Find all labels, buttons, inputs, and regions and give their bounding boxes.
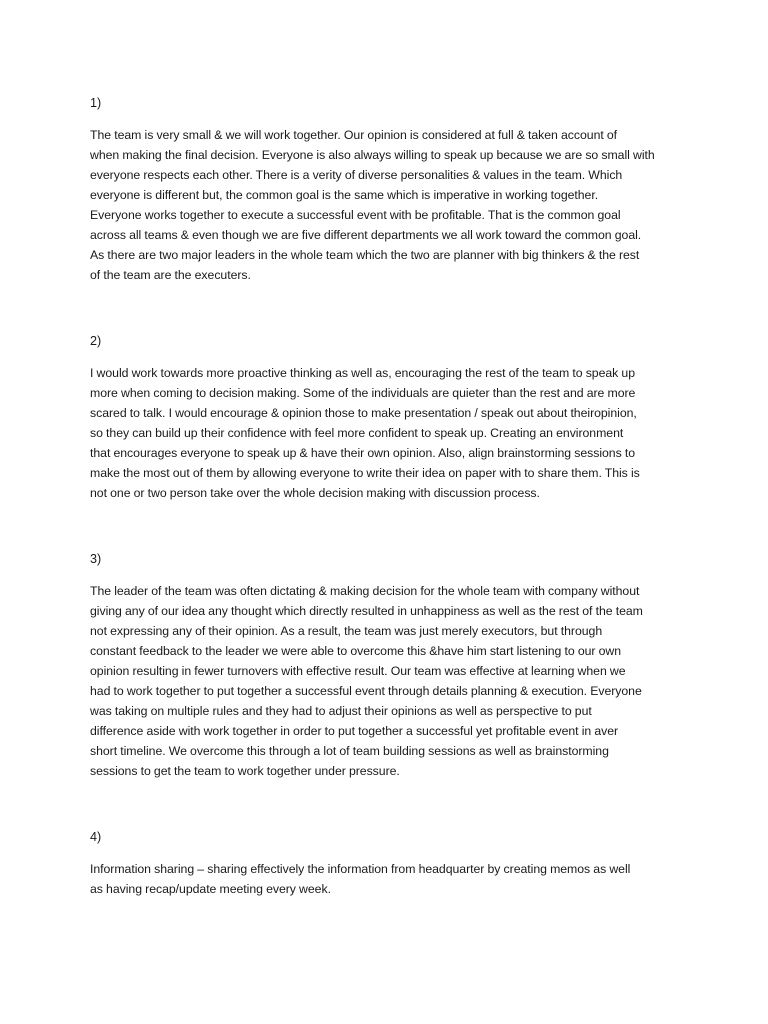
paragraph-line: when making the final decision. Everyone is also always willing to speak up because we are so small with — [90, 148, 655, 162]
paragraph-line: The leader of the team was often dictating & making decision for the whole team with company without — [90, 584, 640, 598]
section-number: 2) — [90, 334, 102, 348]
paragraph-line: Information sharing – sharing effectively the information from headquarter by creating memos as well — [90, 862, 631, 876]
paragraph-line: so they can build up their confidence with feel more confident to speak up. Creating an environment — [90, 426, 624, 440]
paragraph-line: short timeline. We overcome this through a lot of team building sessions as well as brainstorming — [90, 744, 609, 758]
section-paragraph — [90, 363, 682, 503]
paragraph-line: everyone respects each other. There is a verity of diverse personalities & values in the team. Which — [90, 168, 623, 182]
paragraph-line: Everyone works together to execute a successful event with be profitable. That is the common goal — [90, 208, 621, 222]
paragraph-line: had to work together to put together a successful event through details planning & execution. Everyone — [90, 684, 642, 698]
paragraph-line: giving any of our idea any thought which directly resulted in unhappiness as well as the rest of the team — [90, 604, 643, 618]
paragraph-line: everyone is different but, the common goal is the same which is imperative in working together. — [90, 188, 599, 202]
paragraph-line: as having recap/update meeting every week. — [90, 882, 331, 896]
paragraph-line: that encourages everyone to speak up & have their own opinion. Also, align brainstorming sessions to — [90, 446, 636, 460]
answer-section-1 — [90, 93, 682, 285]
paragraph-line: of the team are the executers. — [90, 268, 251, 282]
paragraph-line: sessions to get the team to work together under pressure. — [90, 764, 400, 778]
paragraph-line: not expressing any of their opinion. As a result, the team was just merely executors, but through — [90, 624, 603, 638]
paragraph-line: make the most out of them by allowing everyone to write their idea on paper with to share them. This is — [90, 466, 640, 480]
paragraph-line: scared to talk. I would encourage & opinion those to make presentation / speak out about theiropinion, — [90, 406, 637, 420]
paragraph-line: difference aside with work together in order to put together a successful yet profitable event in aver — [90, 724, 619, 738]
paragraph-line: I would work towards more proactive thinking as well as, encouraging the rest of the team to speak up — [90, 366, 635, 380]
section-paragraph — [90, 125, 682, 285]
paragraph-line: more when coming to decision making. Some of the individuals are quieter than the rest and are more — [90, 386, 636, 400]
section-number: 4) — [90, 830, 102, 844]
answer-section-3 — [90, 549, 682, 781]
paragraph-line: across all teams & even though we are five different departments we all work toward the common goal. — [90, 228, 642, 242]
paragraph-line: The team is very small & we will work together. Our opinion is considered at full & taken account of — [90, 128, 618, 142]
section-number: 3) — [90, 552, 102, 566]
paragraph-line: was taking on multiple rules and they had to adjust their opinions as well as perspective to put — [90, 704, 592, 718]
paragraph-line: As there are two major leaders in the whole team which the two are planner with big thinkers & the rest — [90, 248, 640, 262]
paragraph-line: not one or two person take over the whole decision making with discussion process. — [90, 486, 540, 500]
paragraph-line: opinion resulting in fewer turnovers with effective result. Our team was effective at learning when we — [90, 664, 626, 678]
paragraph-line: constant feedback to the leader we were able to overcome this &have him start listening to our own — [90, 644, 622, 658]
answer-section-2 — [90, 331, 682, 503]
answer-section-4 — [90, 827, 682, 899]
section-number: 1) — [90, 96, 102, 110]
section-paragraph — [90, 859, 682, 899]
section-paragraph — [90, 581, 682, 781]
